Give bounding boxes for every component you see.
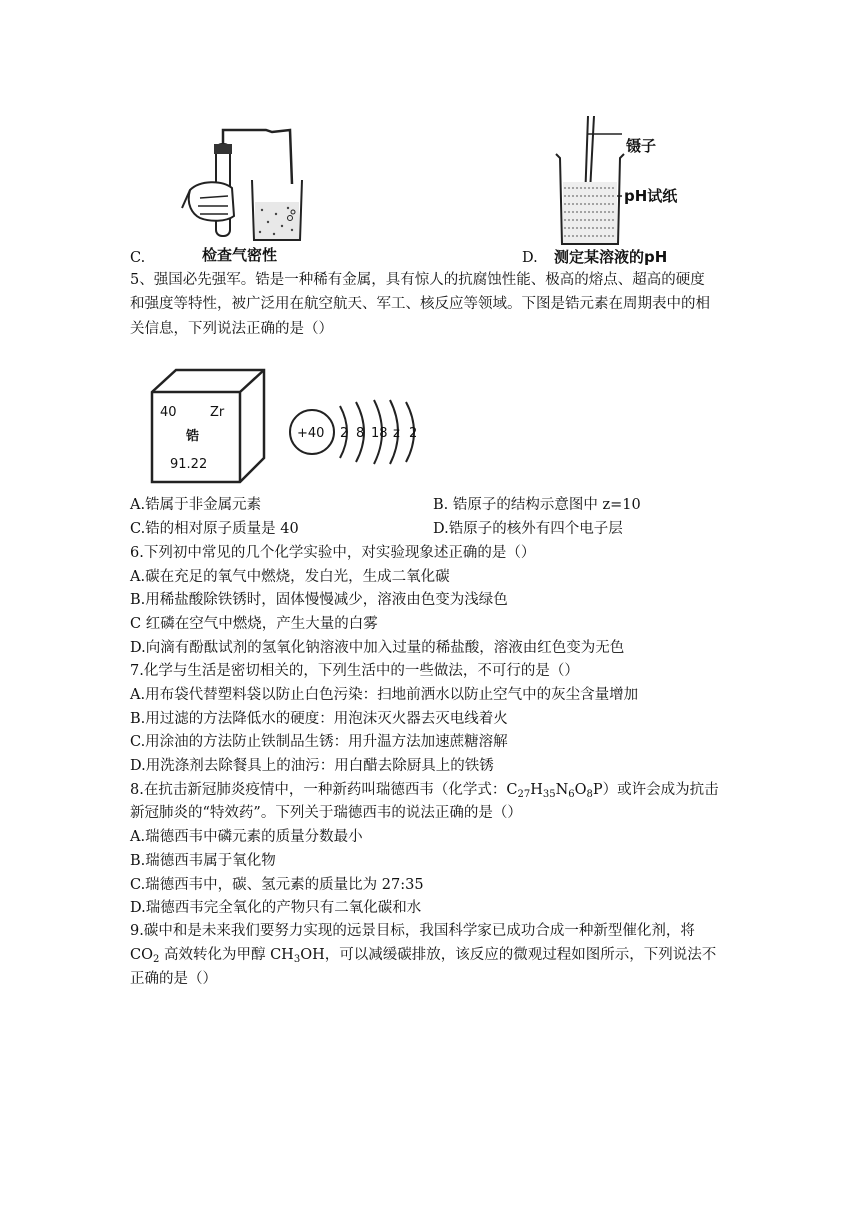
q9-line-1: 9.碳中和是未来我们要努力实现的远景目标，我国科学家已成功合成一种新型催化剂，将	[130, 923, 695, 939]
ch3-sub: 3	[293, 954, 301, 965]
element-mass: 91.22	[170, 457, 208, 472]
q5-line-1: 5、强国必先强军。锆是一种稀有金属，具有惊人的抗腐蚀性能、极高的熔点、超高的硬度	[130, 272, 705, 288]
formula-h: H	[530, 782, 543, 798]
q6-option-b: B.用稀盐酸除铁锈时，固体慢慢减少，溶液由色变为浅绿色	[130, 592, 508, 608]
q8-stem-line-1	[130, 779, 719, 801]
q5-option-a: A.锆属于非金属元素	[130, 497, 262, 513]
q9-line-2-rest2: OH，可以减缓碳排放，该反应的微观过程如图所示，下列说法不	[300, 947, 717, 963]
figure-c-airtightness	[130, 118, 430, 268]
q9-line-2	[130, 944, 716, 966]
formula-c: C	[506, 782, 518, 798]
q8-stem-pre: 8.在抗击新冠肺炎疫情中，一种新药叫瑞德西韦（化学式：	[130, 782, 507, 798]
atom-structure-icon	[284, 392, 434, 472]
nucleus-charge: +40	[297, 426, 325, 441]
figure-c-caption: 检查气密性	[202, 246, 278, 264]
shell-4: z	[393, 426, 400, 441]
element-symbol: Zr	[210, 405, 225, 420]
co2-sub: 2	[152, 954, 160, 965]
formula-n-count: 6	[568, 789, 575, 800]
q5-option-b: B. 锆原子的结构示意图中 z=10	[433, 497, 641, 513]
q7-option-a: A.用布袋代替塑料袋以防止白色污染：扫地前洒水以防止空气中的灰尘含量增加	[130, 687, 639, 703]
q8-option-c: C.瑞德西韦中，碳、氢元素的质量比为 27:35	[130, 877, 424, 893]
shell-3: 18	[371, 426, 388, 441]
figure-d-label: D.	[522, 250, 538, 266]
formula-n: N	[555, 782, 569, 798]
formula-o: O	[574, 782, 587, 798]
figure-d-ph-test	[548, 112, 738, 268]
ph-paper-label: pH试纸	[624, 187, 678, 205]
shell-2: 8	[356, 426, 365, 441]
q6-stem: 6.下列初中常见的几个化学实验中，对实验现象述正确的是（）	[130, 545, 536, 561]
shell-1: 2	[340, 426, 349, 441]
element-number: 40	[160, 405, 177, 420]
q7-option-d: D.用洗涤剂去除餐具上的油污：用白醋去除厨具上的铁锈	[130, 758, 494, 774]
q8-stem-line-2: 新冠肺炎的“特效药”。下列关于瑞德西韦的说法正确的是（）	[130, 805, 522, 821]
q8-option-b: B.瑞德西韦属于氧化物	[130, 853, 276, 869]
q5-option-c: C.锆的相对原子质量是 40	[130, 521, 299, 537]
figure-c-label: C.	[130, 250, 146, 266]
q7-option-b: B.用过滤的方法降低水的硬度：用泡沫灭火器去灭电线着火	[130, 711, 508, 727]
formula-c-count: 27	[517, 789, 531, 800]
q5-line-2: 和强度等特性，被广泛用在航空航天、军工、核反应等领域。下图是锆元素在周期表中的相	[130, 296, 710, 312]
q9-line-2-rest: 高效转化为甲醇 CH	[159, 947, 294, 963]
q8-stem-post: ）或许会成为抗击	[602, 782, 719, 798]
shell-5: 2	[409, 426, 418, 441]
q9-line-3: 正确的是（）	[130, 971, 217, 987]
q5-option-d: D.锆原子的核外有四个电子层	[433, 521, 623, 537]
tweezers-label: 镊子	[626, 137, 657, 155]
q6-option-d: D.向滴有酚酞试剂的氢氧化钠溶液中加入过量的稀盐酸，溶液由红色变为无色	[130, 640, 625, 656]
formula-p: P	[592, 782, 603, 798]
element-name: 锆	[186, 429, 200, 444]
ph-test-apparatus-icon	[548, 112, 738, 268]
zirconium-atom-structure	[284, 392, 434, 472]
q6-option-c: C 红磷在空气中燃烧，产生大量的白雾	[130, 616, 378, 632]
figure-d-caption: 测定某溶液的pH	[554, 248, 668, 266]
airtightness-apparatus-icon	[130, 118, 430, 268]
element-cube-icon	[148, 366, 278, 486]
q7-option-c: C.用涂油的方法防止铁制品生锈：用升温方法加速蔗糖溶解	[130, 734, 508, 750]
formula-o-count: 8	[586, 789, 593, 800]
formula-h-count: 35	[542, 789, 556, 800]
q5-line-3: 关信息，下列说法正确的是（）	[130, 321, 333, 337]
q6-option-a: A.碳在充足的氧气中燃烧，发白光，生成二氧化碳	[130, 569, 450, 585]
q8-option-d: D.瑞德西韦完全氧化的产物只有二氧化碳和水	[130, 900, 422, 916]
q8-option-a: A.瑞德西韦中磷元素的质量分数最小	[130, 829, 363, 845]
zirconium-element-card	[148, 366, 278, 486]
co2-text: CO	[130, 947, 153, 963]
q7-stem: 7.化学与生活是密切相关的，下列生活中的一些做法，不可行的是（）	[130, 663, 579, 679]
